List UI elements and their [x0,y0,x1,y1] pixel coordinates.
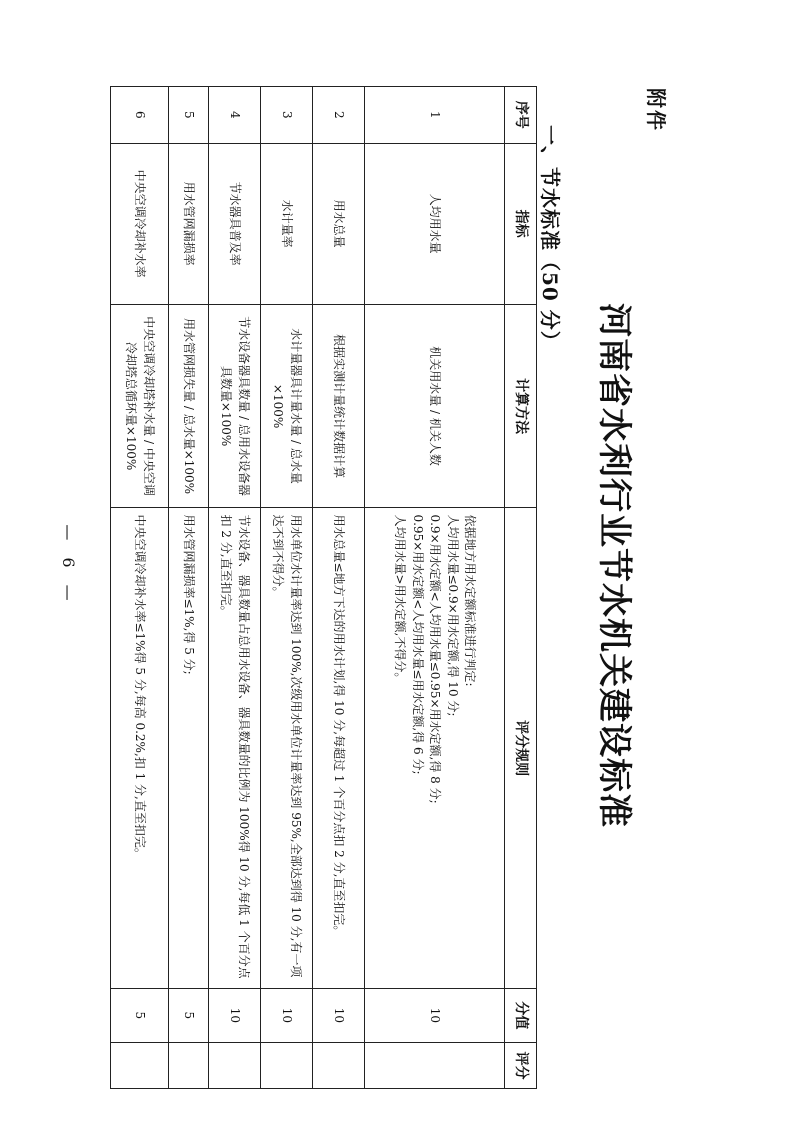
cell-seq: 1 [365,87,505,144]
table-header-row [505,87,537,1089]
table-row [209,87,261,1089]
rule-line: 人均用水量≤0.9×用水定额,得 10 分; [445,514,460,717]
attachment-label: 附件 [644,88,668,132]
cell-rules [313,508,365,988]
cell-value: 5 [111,988,169,1042]
header-value: 分值 [505,988,537,1042]
cell-score [365,1043,505,1089]
cell-value: 10 [261,988,313,1042]
table-row [365,87,505,1089]
cell-value: 10 [209,988,261,1042]
rule-line: 中央空调冷却补水率≤1%得 5 分,每高 0.2%,扣 1 分,直至扣完。 [133,514,148,860]
document-title: 河南省水利行业节水机关建设标准 [594,303,634,828]
rule-line: 依据地方用水定额标准进行判定: [462,514,477,687]
cell-seq: 5 [169,87,209,144]
cell-rules [261,508,313,988]
header-score: 评分 [505,1043,537,1089]
cell-value: 5 [169,988,209,1042]
rule-line: 用水总量≤地方下达的用水计划,得 10 分,每超过 1 个百分点扣 2 分,直至扣完。 [332,514,347,938]
cell-method: 根据实测计量统计数据计算 [313,304,365,508]
cell-rules [365,508,505,988]
cell-seq: 3 [261,87,313,144]
rule-line: 人均用水量>用水定额,不得分。 [393,514,408,685]
page-number: — 6 — [59,524,78,607]
table-row [111,87,169,1089]
cell-score [313,1043,365,1089]
rule-line: 节水设备、器具数量占总用水设备、器具数量的比例为 100%得 10 分,每低 1 个百分点扣 2 分,直至扣完。 [219,514,251,979]
cell-method: 水计量器具计量水量 / 总水量×100% [261,304,313,508]
cell-indicator: 人均用水量 [365,143,505,304]
cell-value: 10 [365,988,505,1042]
header-method: 计算方法 [505,304,537,508]
cell-indicator: 节水器具普及率 [209,143,261,304]
cell-indicator: 用水总量 [313,143,365,304]
section-heading: 一、节水标准（50 分） [538,125,562,352]
cell-seq: 4 [209,87,261,144]
rule-line: 0.9×用水定额<人均用水量≤0.95×用水定额,得 8 分; [428,514,443,804]
cell-score [261,1043,313,1089]
rule-line: 用水单位水计量率达到 100%,次级用水单位计量率达到 95%,全部达到得 10 分,有一项达不到不得分。 [271,514,303,978]
cell-method: 中央空调冷却塔补水量 / 中央空调冷却塔总循环量×100% [111,304,169,508]
standards-table [110,86,537,1089]
cell-method: 机关用水量 / 机关人数 [365,304,505,508]
cell-seq: 2 [313,87,365,144]
cell-indicator: 中央空调冷却补水率 [111,143,169,304]
rule-line: 用水管网漏损率≤1%,得 5 分; [182,514,197,675]
cell-score [209,1043,261,1089]
cell-value: 10 [313,988,365,1042]
rule-line: 0.95×用水定额<人均用水量≤用水定额,得 6 分; [410,514,425,775]
header-seq: 序号 [505,87,537,144]
header-rules: 评分规则 [505,508,537,988]
table-row [313,87,365,1089]
cell-rules [169,508,209,988]
cell-rules [209,508,261,988]
cell-indicator: 水计量率 [261,143,313,304]
table-row [261,87,313,1089]
table-row [169,87,209,1089]
cell-indicator: 用水管网漏损率 [169,143,209,304]
cell-rules [111,508,169,988]
cell-score [111,1043,169,1089]
cell-score [169,1043,209,1089]
cell-method: 节水设备器具数量 / 总用水设备器具数量×100% [209,304,261,508]
cell-seq: 6 [111,87,169,144]
cell-method: 用水管网损失量 / 总水量×100% [169,304,209,508]
header-indicator: 指标 [505,143,537,304]
